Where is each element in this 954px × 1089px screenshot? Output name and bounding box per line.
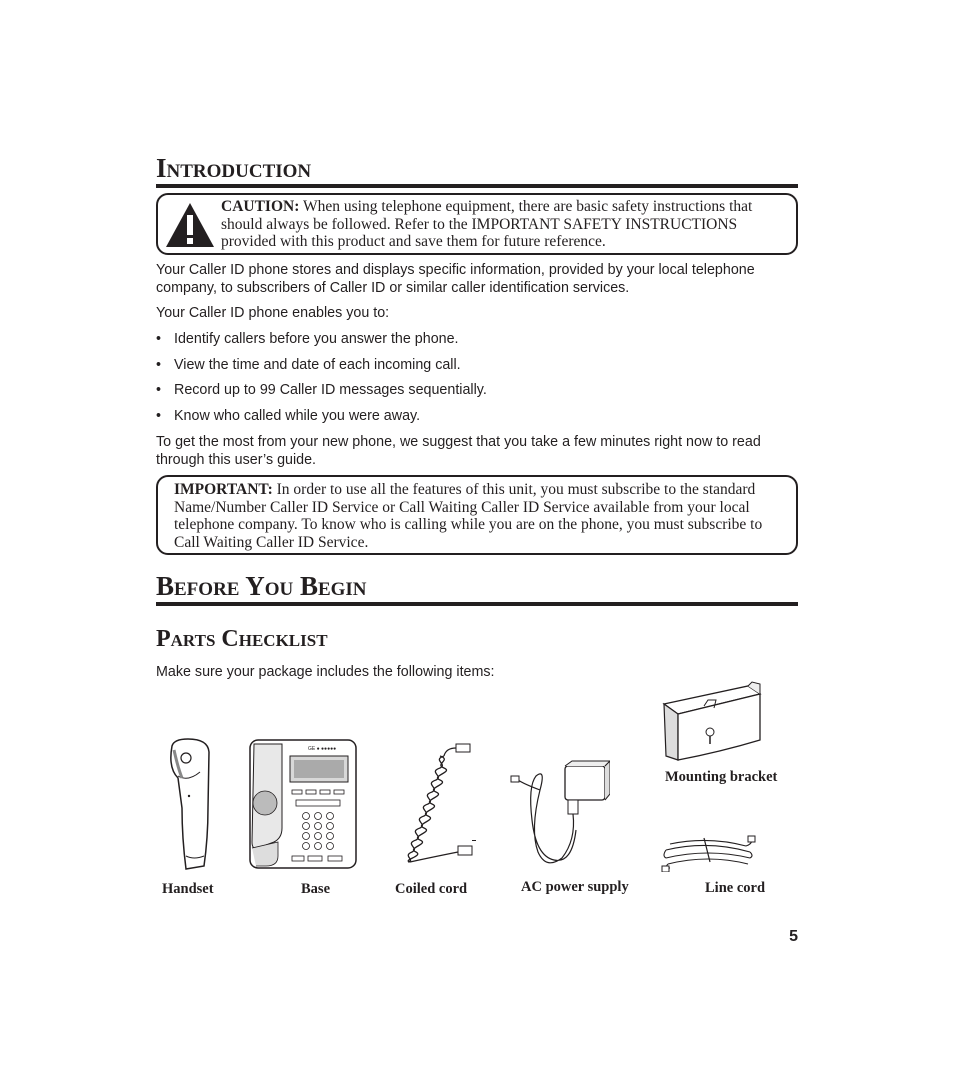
ac-power-supply-label: AC power supply xyxy=(521,879,629,895)
introduction-heading: Introduction xyxy=(156,155,798,188)
caution-label: CAUTION: xyxy=(221,198,300,215)
intro-paragraph-3: To get the most from your new phone, we suggest that you take a few minutes right now to read through this user’s guide. xyxy=(156,434,761,468)
base-illustration xyxy=(248,738,358,870)
line-cord-label: Line cord xyxy=(705,880,766,896)
coiled-cord-illustration xyxy=(388,742,478,870)
before-you-begin-heading: Before You Begin xyxy=(156,573,798,606)
caution-box xyxy=(156,193,798,255)
important-box xyxy=(156,475,798,555)
mounting-bracket-label: Mounting bracket xyxy=(665,769,778,785)
caution-body: When using telephone equipment, there are basic safety instructions that should always be followed. Refer to the IMPORTANT SAFETY INSTRUCTIONS provided with this product and save them for future reference. xyxy=(221,198,753,250)
ac-power-supply-illustration xyxy=(510,760,610,870)
intro-paragraph-2: Your Caller ID phone enables you to: xyxy=(156,305,390,321)
important-label: IMPORTANT: xyxy=(174,481,273,498)
handset-illustration xyxy=(164,738,214,870)
svg-text:GE ● ●●●●●: GE ● ●●●●● xyxy=(308,746,337,752)
warning-triangle-icon xyxy=(164,201,216,249)
handset-label: Handset xyxy=(162,881,214,897)
parts-paragraph: Make sure your package includes the following items: xyxy=(156,664,495,680)
parts-checklist-heading: Parts Checklist xyxy=(156,626,328,652)
important-text xyxy=(174,481,789,551)
page-number: 5 xyxy=(789,928,798,945)
important-body: In order to use all the features of this unit, you must subscribe to the standard Name/Number Caller ID Service or Call Waiting Caller ID Service available from your local telephone company. To know who is calling while you are on the phone, you must subscribe to Call Waiting Caller ID Service. xyxy=(174,481,763,551)
intro-paragraph-1: Your Caller ID phone stores and displays specific information, provided by your local telephone company, to subscribers of Caller ID or similar caller identification services. xyxy=(156,262,755,296)
coiled-cord-label: Coiled cord xyxy=(395,881,468,897)
base-label: Base xyxy=(301,881,330,897)
mounting-bracket-illustration xyxy=(660,680,770,762)
line-cord-illustration xyxy=(660,832,756,872)
caution-text xyxy=(221,198,793,251)
